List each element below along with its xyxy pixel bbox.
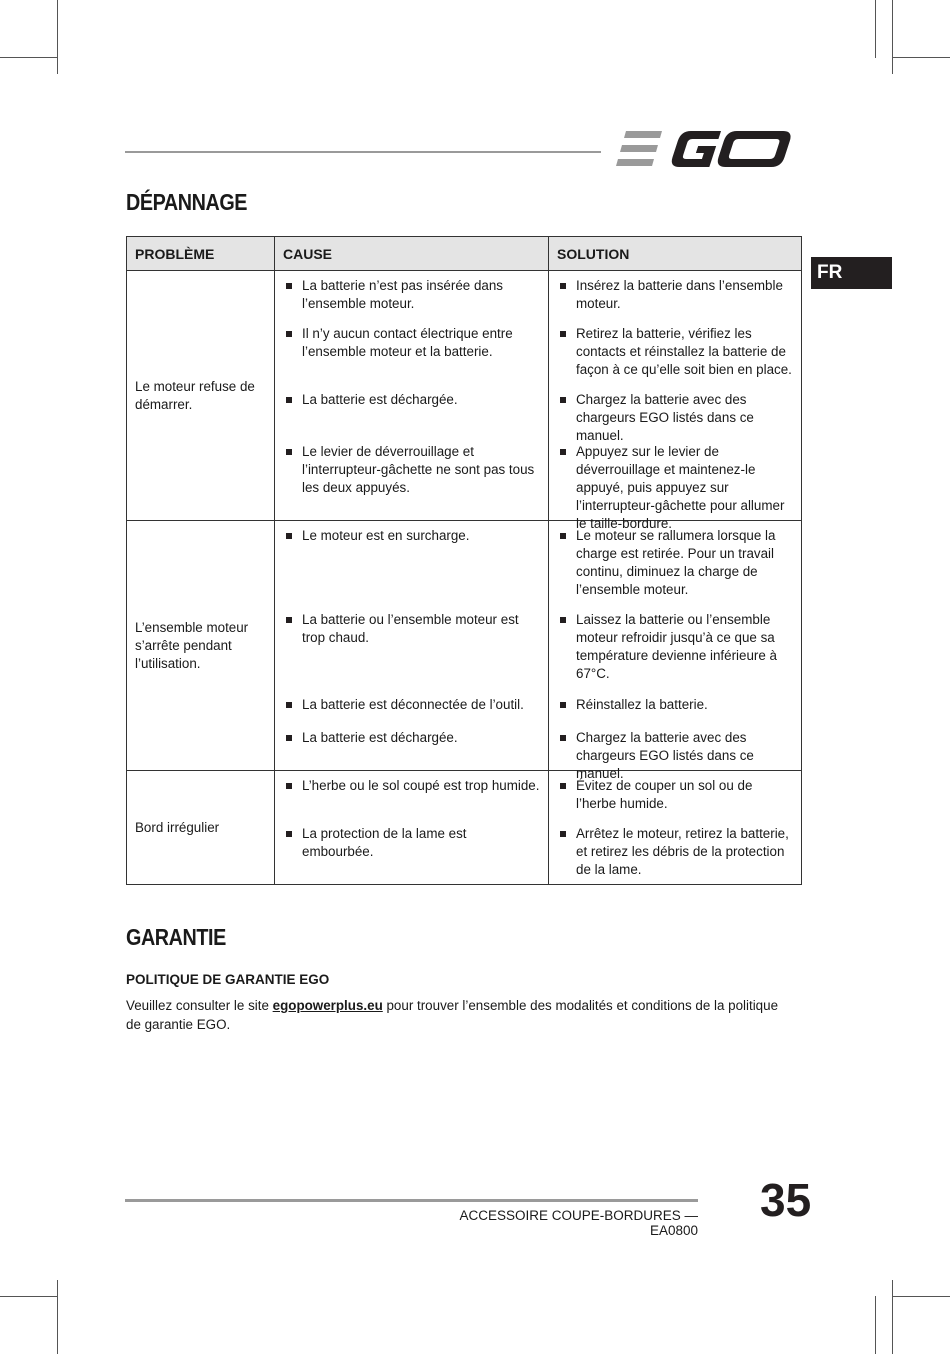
- solution-item: Évitez de couper un sol ou de l’herbe humide.: [557, 777, 793, 825]
- cause-item: L’herbe ou le sol coupé est trop humide.: [283, 777, 540, 825]
- solution-cell: [549, 521, 802, 781]
- crop-mark: [0, 57, 57, 58]
- solution-item: Retirez la batterie, vérifiez les contacts et réinstallez la batterie de façon à ce qu’elle soit bien en place.: [557, 325, 793, 391]
- table-row: [127, 271, 802, 521]
- cause-item: La batterie est déchargée.: [283, 729, 540, 769]
- bullet-icon: [286, 533, 292, 539]
- cause-item: La batterie ou l’ensemble moteur est trop chaud.: [283, 611, 540, 696]
- cause-item: La protection de la lame est embourbée.: [283, 825, 540, 881]
- bullet-icon: [286, 397, 292, 403]
- warranty-title: GARANTIE: [126, 924, 226, 950]
- crop-mark: [875, 0, 876, 58]
- problem-cell: Bord irrégulier: [127, 771, 275, 885]
- bullet-icon: [286, 617, 292, 623]
- problem-cell: L’ensemble moteur s’arrête pendant l’utilisation.: [127, 521, 275, 771]
- page-number: 35: [760, 1174, 812, 1226]
- bullet-icon: [286, 702, 292, 708]
- crop-mark: [0, 1296, 57, 1297]
- solution-item: Le moteur se rallumera lorsque la charge est retirée. Pour un travail continu, diminuez la charge de l’ensemble moteur.: [557, 527, 793, 611]
- bullet-icon: [560, 831, 566, 837]
- cause-item: Il n’y aucun contact électrique entre l’ensemble moteur et la batterie.: [283, 325, 540, 391]
- warranty-subtitle: POLITIQUE DE GARANTIE EGO: [126, 972, 330, 987]
- bullet-icon: [560, 283, 566, 289]
- crop-mark: [892, 0, 893, 74]
- crop-mark: [892, 1296, 950, 1297]
- bullet-icon: [286, 331, 292, 337]
- solution-item: Chargez la batterie avec des chargeurs EGO listés dans ce manuel.: [557, 391, 793, 443]
- crop-mark: [892, 57, 950, 58]
- solution-cell: [549, 771, 802, 885]
- table-row: [127, 771, 802, 885]
- cause-item: Le levier de déverrouillage et l’interrupteur-gâchette ne sont pas tous les deux appuyés.: [283, 443, 540, 519]
- solution-item: Arrêtez le moteur, retirez la batterie, et retirez les débris de la protection de la lame.: [557, 825, 793, 881]
- bullet-icon: [286, 283, 292, 289]
- header-cause: CAUSE: [275, 237, 549, 271]
- bullet-icon: [286, 783, 292, 789]
- table-header-row: [127, 237, 802, 271]
- table-row: [127, 521, 802, 771]
- bullet-icon: [286, 735, 292, 741]
- bullet-icon: [560, 617, 566, 623]
- bullet-icon: [560, 449, 566, 455]
- bullet-icon: [560, 533, 566, 539]
- warranty-paragraph: Veuillez consulter le site egopowerplus.eu pour trouver l’ensemble des modalités et conditions de la politique de garantie EGO.: [126, 998, 779, 1032]
- header-problem: PROBLÈME: [127, 237, 275, 271]
- crop-mark: [892, 1280, 893, 1354]
- solution-item: Insérez la batterie dans l’ensemble moteur.: [557, 277, 793, 325]
- crop-mark: [57, 1280, 58, 1354]
- bullet-icon: [560, 331, 566, 337]
- solution-item: Chargez la batterie avec des chargeurs EGO listés dans ce manuel.: [557, 729, 793, 769]
- cause-item: La batterie est déconnectée de l’outil.: [283, 696, 540, 729]
- cause-cell: [275, 521, 549, 771]
- warranty-link[interactable]: egopowerplus.eu: [272, 998, 383, 1013]
- troubleshooting-title: DÉPANNAGE: [126, 189, 248, 215]
- footer-product-label: ACCESSOIRE COUPE-BORDURES — EA0800: [459, 1208, 698, 1238]
- bullet-icon: [560, 735, 566, 741]
- troubleshooting-table: [126, 236, 802, 885]
- solution-item: Réinstallez la batterie.: [557, 696, 793, 729]
- solution-item: Appuyez sur le levier de déverrouillage et maintenez-le appuyé, puis appuyez sur l’interrupteur-gâchette pour allumer le taille-bordure.: [557, 443, 793, 519]
- cause-item: La batterie est déchargée.: [283, 391, 540, 443]
- cause-item: Le moteur est en surcharge.: [283, 527, 540, 611]
- ego-logo: [616, 128, 800, 172]
- solution-item: Laissez la batterie ou l’ensemble moteur refroidir jusqu’à ce que sa température devienne inférieure à 67°C.: [557, 611, 793, 696]
- header-rule: [125, 151, 601, 153]
- bullet-icon: [286, 831, 292, 837]
- bullet-icon: [560, 702, 566, 708]
- language-tab: FR: [811, 257, 892, 289]
- footer-rule: [125, 1199, 698, 1202]
- crop-mark: [57, 0, 58, 74]
- bullet-icon: [560, 397, 566, 403]
- bullet-icon: [560, 783, 566, 789]
- cause-cell: [275, 771, 549, 885]
- solution-cell: [549, 271, 802, 531]
- problem-cell: Le moteur refuse de démarrer.: [127, 271, 275, 521]
- cause-cell: [275, 271, 549, 521]
- bullet-icon: [286, 449, 292, 455]
- header-solution: SOLUTION: [549, 237, 802, 271]
- crop-mark: [875, 1296, 876, 1354]
- cause-item: La batterie n’est pas insérée dans l’ensemble moteur.: [283, 277, 540, 325]
